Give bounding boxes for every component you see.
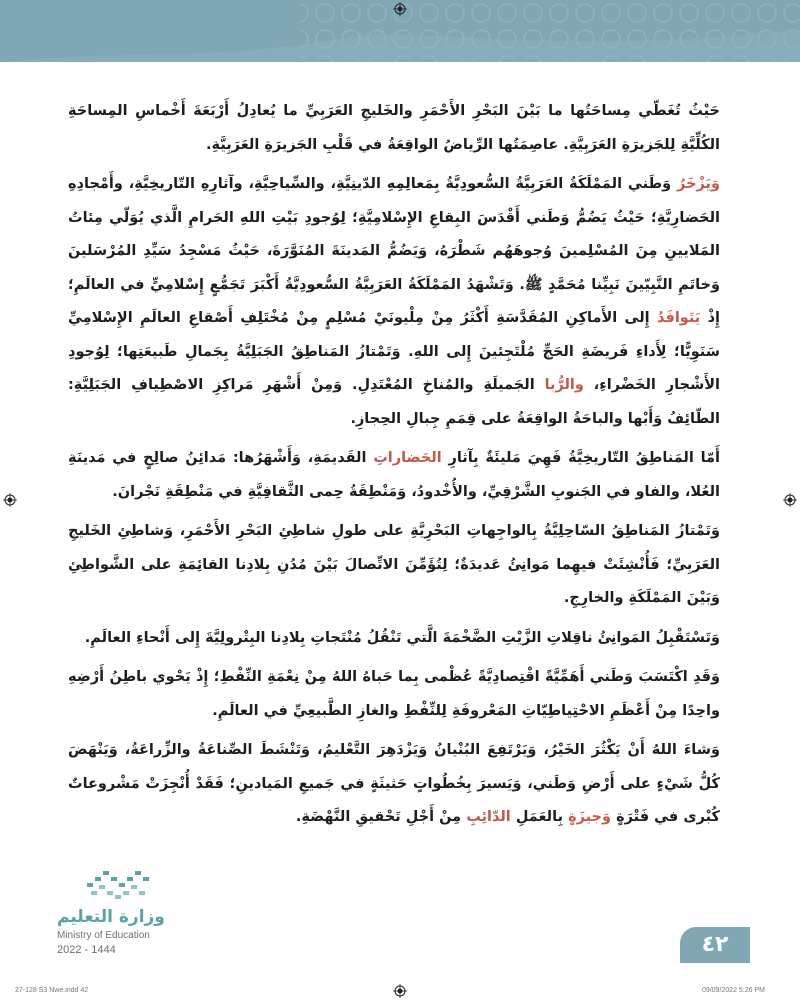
paragraph-text: بِالعَمَلِ (510, 809, 569, 825)
ministry-name-english: Ministry of Education (57, 930, 150, 941)
body-text (68, 95, 720, 835)
paragraph (68, 734, 720, 835)
highlighted-word: الحَضاراتِ (373, 450, 442, 466)
paragraph (68, 95, 720, 162)
page-number: ٤٢ (680, 927, 750, 963)
highlighted-word: والرُّبا (544, 377, 584, 393)
print-slug-file: 27-128 S3 Nwe.indd 42 (15, 987, 89, 994)
highlighted-word: الدّائِبِ (466, 809, 511, 825)
paragraph-text: إِلى الأَماكِنِ المُقَدَّسَةِ أَكْثَرُ مِنْ مِلْيونَيْ مُسْلِمٍ مِنْ مُخْتَلِفِ أَصْقاعِ العالَمِ الإِسْلامِيِّ سَنَوِيًّا؛ لِأَداءِ فَريضَةِ الحَجِّ مُلْتَجِئينَ إِلى اللهِ. وَتَمْتازُ المَناطِقُ الجَبَلِيَّةُ بِجَمالِ طَبيعَتِها؛ لِوُجودِ الأَشْجارِ الخَضْراءِ، (68, 310, 721, 393)
registration-mark-icon (783, 493, 797, 507)
paragraph (68, 168, 720, 436)
edition-year: 2022 - 1444 (57, 944, 116, 956)
paragraph (68, 442, 720, 509)
paragraph-text: وَتَسْتَقْبِلُ المَوانِئُ ناقِلاتِ الزَّيْتِ الضَّخْمَةَ الَّتي تَنْقُلُ مُنْتَجاتِ بِلادِنا البِتْرولِيَّةَ إِلى أَنْحاءِ العالَمِ. (84, 629, 720, 646)
highlighted-word: وَيَزْخَرُ (677, 176, 720, 192)
print-slug-date: 09/09/2022 5:26 PM (701, 987, 765, 994)
paragraph-text: حَيْثُ تُغَطّي مِساحَتُها ما بَيْنَ البَحْرِ الأَحْمَرِ والخَليجِ العَرَبِيِّ ما يُعادِلُ أَرْبَعَةَ أَخْماسِ المِساحَةِ الكُلِّيَّةِ لِلجَزيرَةِ العَرَبِيَّةِ. عاصِمَتُها الرِّياضُ الواقِعَةُ في قَلْبِ الجَزيرَةِ العَرَبِيَّةِ. (68, 103, 720, 153)
paragraph (68, 661, 720, 728)
ministry-logo-icon (85, 867, 155, 903)
paragraph-text: وَقَدِ اكْتَسَبَ وَطَني أَهَمِّيَّةً اقْتِصادِيَّةً عُظْمى بِما حَباهُ اللهُ مِنْ نِعْمَةِ النِّفْطِ؛ إِذْ يَحْوي باطِنُ أَرْضِهِ واحِدًا مِنْ أَعْظَمِ الاحْتِياطِيّاتِ المَعْروفَةِ لِلنِّفْطِ والغازِ الطَّبيعِيِّ في العالَمِ. (68, 669, 720, 719)
paragraph-text: مِنْ أَجْلِ تَحْقيقِ النَّهْضَةِ. (295, 809, 467, 825)
paragraph (68, 515, 720, 616)
ministry-name-arabic: وزارة التعليم (57, 907, 165, 927)
paragraph-text: أَمّا المَناطِقُ التّاريخِيَّةُ فَهِيَ مَليئَةٌ بِآثارِ (441, 450, 720, 466)
paragraph-text: وَتَمْتازُ المَناطِقُ السّاحِلِيَّةُ بِالواجِهاتِ البَحْرِيَّةِ على طولِ شاطِئِ البَحْرِ الأَحْمَرِ، وَشاطِئِ الخَليجِ العَرَبِيِّ؛ فَأُنْشِئَتْ فيهِما مَوانِئُ عَديدَةٌ؛ لِتُؤَمِّنَ الاتِّصالَ بَيْنَ مُدُنِ بِلادِنا القائِمَةِ على الشَّواطِئِ وَبَيْنَ المَمْلَكَةِ والخارِجِ. (68, 523, 720, 606)
highlighted-word: وَجيزَةٍ (568, 809, 612, 825)
highlighted-word: يَتَوافَدُ (656, 310, 701, 326)
paragraph (68, 622, 720, 656)
paragraph-text: القَديمَةِ، وَأَشْهَرُها: مَدائِنُ صالِحٍ في مَدينَةِ العُلا، والفاو في الجَنوبِ الشَّرْقِيِّ، والأُخْدودُ، وَمَنْطِقَةُ حِمى الثَّقافِيَّةِ في مَنْطِقَةِ نَجْرانَ. (68, 450, 720, 500)
registration-mark-icon (393, 984, 407, 998)
paragraph-text: الجَميلَةِ والمُناخِ المُعْتَدِلِ. وَمِنْ أَشْهَرِ مَراكِزِ الاصْطِيافِ الجَبَلِيَّةِ: الطّائِفُ وَأَبْها والباحَةُ الواقِعَةُ على قِمَمِ جِبالِ الحِجازِ. (68, 377, 720, 427)
paragraph-text: وَشاءَ اللهُ أَنْ يَكْثُرَ الخَيْرُ، وَيَرْتَفِعَ البُنْيانُ وَيَزْدَهِرَ التَّعْليمُ، وَتَنْشَطَ الصِّناعَةُ والزِّراعَةُ، وَيَنْهَضَ كُلُّ شَيْءٍ على أَرْضِ وَطَني، وَيَسيرَ بِخُطُواتٍ حَثيثَةٍ في جَميعِ المَيادينِ؛ فَقَدْ أُنْجِزَتْ مَشْروعاتٌ كُبْرى في فَتْرَةٍ (68, 742, 720, 825)
registration-mark-icon (393, 2, 407, 16)
registration-mark-icon (3, 493, 17, 507)
paragraph-text: وَطَني المَمْلَكَةُ العَرَبِيَّةُ السُّعودِيَّةُ بِمَعالِمِهِ الدّينِيَّةِ، والسِّياحِيَّةِ، وآثارِهِ التّاريخِيَّةِ، وأَمْجادِهِ الحَضارِيَّةِ؛ حَيْثُ يَضُمُّ وَطَني أَقْدَسَ البِقاعِ الإِسْلامِيَّةِ؛ لِوُجودِ بَيْتِ اللهِ الحَرامِ الَّذي يُوَلّي مِئاتُ المَلايينِ مِنَ المُسْلِمينَ وُجوهَهُم شَطْرَهُ، وَيَضُمُّ المَدينَةَ المُنَوَّرَةَ، حَيْثُ مَسْجِدُ سَيِّدِ المُرْسَلينَ وَخاتَمِ النَّبِيّينَ نَبِيِّنا مُحَمَّدٍ ﷺ. وَتَشْهَدُ المَمْلَكَةُ العَرَبِيَّةُ السُّعودِيَّةُ أَكْبَرَ تَجَمُّعٍ إِسْلامِيٍّ في العالَمِ؛ إِذْ (68, 176, 720, 326)
